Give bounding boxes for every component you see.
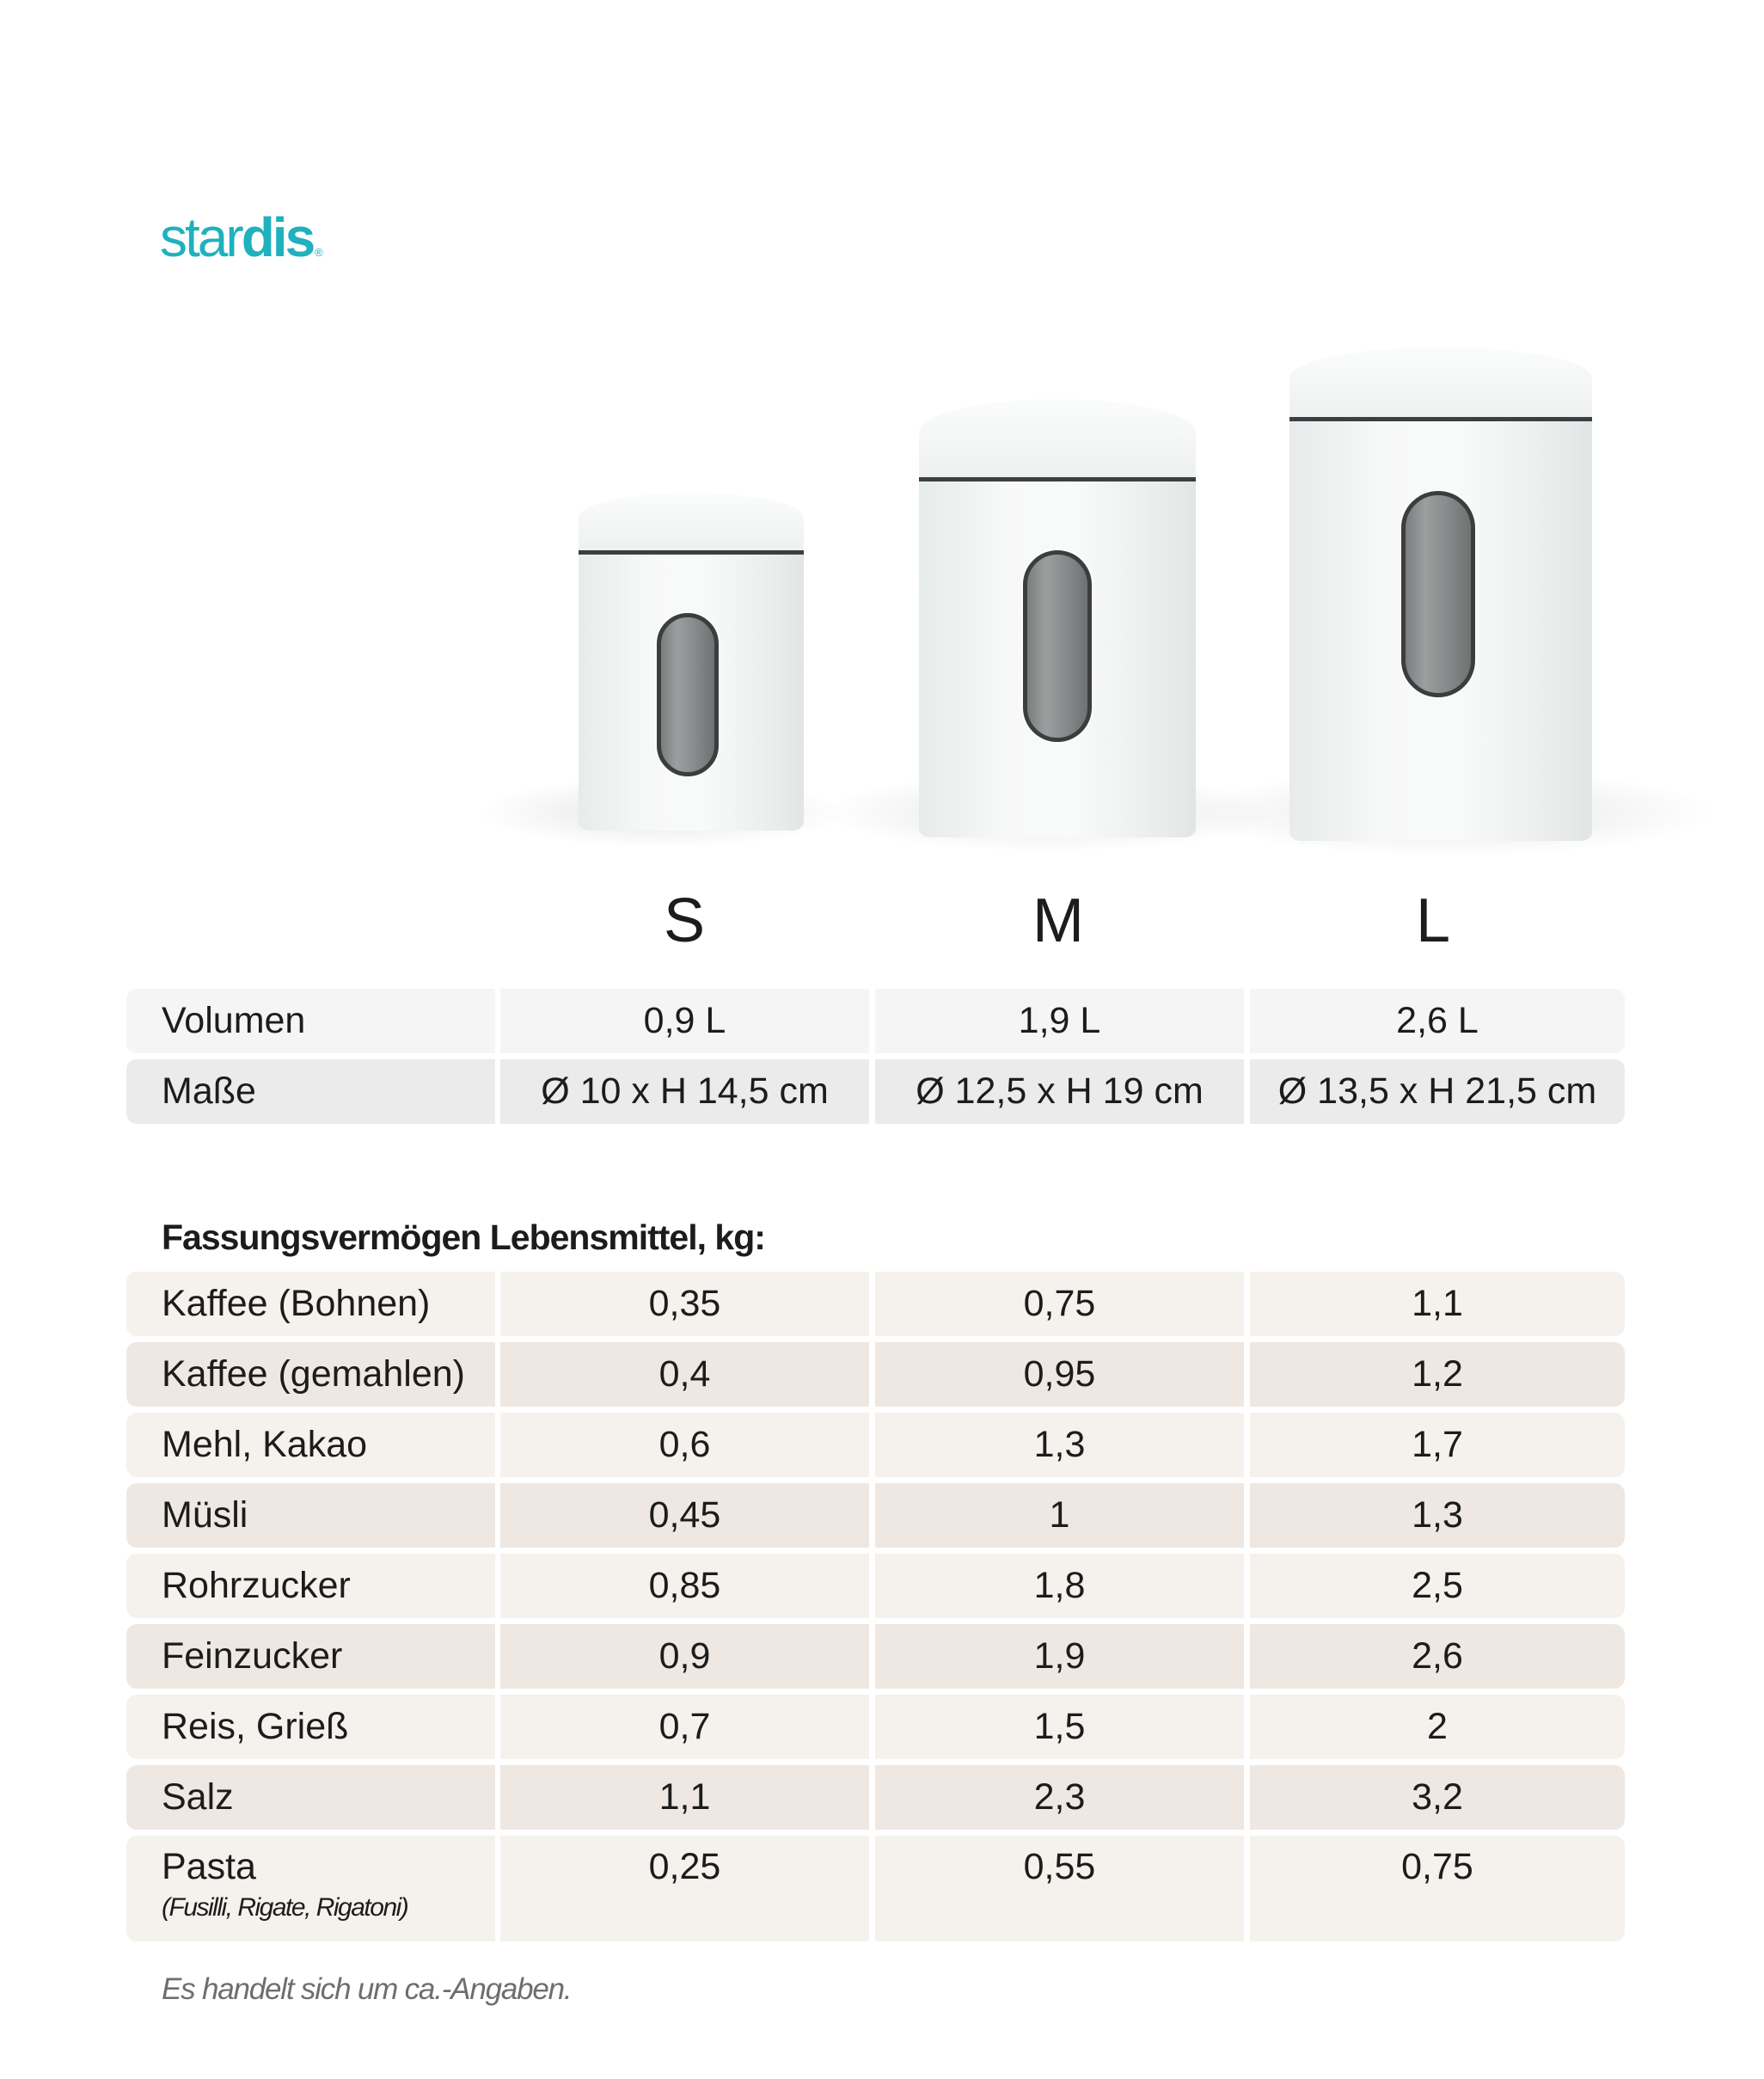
canister-image-l xyxy=(1289,347,1592,841)
capacity-s: 0,4 xyxy=(500,1342,869,1407)
brand-logo xyxy=(160,206,323,268)
capacity-l: 1,1 xyxy=(1250,1272,1625,1336)
capacity-l: 0,75 xyxy=(1250,1836,1625,1941)
volume-l: 2,6 L xyxy=(1250,989,1625,1053)
capacity-row xyxy=(126,1695,1625,1759)
capacity-section-title: Fassungsvermögen Lebensmittel, kg: xyxy=(162,1217,765,1257)
volume-s: 0,9 L xyxy=(500,989,869,1053)
dimensions-m: Ø 12,5 x H 19 cm xyxy=(875,1059,1244,1124)
capacity-l: 1,2 xyxy=(1250,1342,1625,1407)
capacity-m: 1 xyxy=(875,1483,1244,1548)
capacity-s: 0,85 xyxy=(500,1554,869,1618)
food-label xyxy=(126,1836,495,1941)
capacity-row xyxy=(126,1483,1625,1548)
capacity-row xyxy=(126,1272,1625,1336)
capacity-m: 1,9 xyxy=(875,1624,1244,1689)
capacity-l: 3,2 xyxy=(1250,1765,1625,1830)
food-label: Reis, Grieß xyxy=(126,1695,495,1759)
registered-mark: ® xyxy=(315,246,323,259)
capacity-m: 2,3 xyxy=(875,1765,1244,1830)
capacity-l: 2,5 xyxy=(1250,1554,1625,1618)
capacity-l: 2 xyxy=(1250,1695,1625,1759)
spec-row-dimensions xyxy=(126,1059,1625,1124)
capacity-s: 1,1 xyxy=(500,1765,869,1830)
capacity-s: 0,45 xyxy=(500,1483,869,1548)
food-label: Mehl, Kakao xyxy=(126,1413,495,1477)
row-label: Volumen xyxy=(126,989,495,1053)
spec-row-volume xyxy=(126,989,1625,1053)
dimensions-l: Ø 13,5 x H 21,5 cm xyxy=(1250,1059,1625,1124)
food-label: Feinzucker xyxy=(126,1624,495,1689)
dimensions-s: Ø 10 x H 14,5 cm xyxy=(500,1059,869,1124)
size-label-m: M xyxy=(1032,886,1084,955)
capacity-row xyxy=(126,1413,1625,1477)
canister-window xyxy=(1023,550,1092,742)
food-note: (Fusilli, Rigate, Rigatoni) xyxy=(162,1893,408,1922)
capacity-s: 0,35 xyxy=(500,1272,869,1336)
volume-m: 1,9 L xyxy=(875,989,1244,1053)
capacity-s: 0,25 xyxy=(500,1836,869,1941)
capacity-l: 2,6 xyxy=(1250,1624,1625,1689)
capacity-s: 0,6 xyxy=(500,1413,869,1477)
capacity-row xyxy=(126,1765,1625,1830)
footnote: Es handelt sich um ca.-Angaben. xyxy=(162,1972,572,2006)
size-label-l: L xyxy=(1415,886,1451,955)
food-label: Rohrzucker xyxy=(126,1554,495,1618)
capacity-m: 0,55 xyxy=(875,1836,1244,1941)
logo-text-light: star xyxy=(160,206,242,268)
capacity-l: 1,3 xyxy=(1250,1483,1625,1548)
capacity-m: 0,95 xyxy=(875,1342,1244,1407)
capacity-s: 0,9 xyxy=(500,1624,869,1689)
capacity-m: 1,8 xyxy=(875,1554,1244,1618)
capacity-row xyxy=(126,1342,1625,1407)
food-label: Salz xyxy=(126,1765,495,1830)
food-label: Kaffee (Bohnen) xyxy=(126,1272,495,1336)
canister-window xyxy=(1401,491,1475,697)
canister-image-s xyxy=(579,493,804,831)
capacity-m: 1,3 xyxy=(875,1413,1244,1477)
canister-image-m xyxy=(919,399,1196,837)
capacity-row xyxy=(126,1554,1625,1618)
food-label: Müsli xyxy=(126,1483,495,1548)
capacity-l: 1,7 xyxy=(1250,1413,1625,1477)
size-label-s: S xyxy=(663,886,706,955)
food-label: Kaffee (gemahlen) xyxy=(126,1342,495,1407)
capacity-m: 0,75 xyxy=(875,1272,1244,1336)
canister-window xyxy=(657,613,719,776)
capacity-row xyxy=(126,1624,1625,1689)
row-label: Maße xyxy=(126,1059,495,1124)
logo-text-bold: dis xyxy=(241,206,314,268)
capacity-s: 0,7 xyxy=(500,1695,869,1759)
food-name: Pasta xyxy=(162,1846,256,1887)
capacity-m: 1,5 xyxy=(875,1695,1244,1759)
capacity-row xyxy=(126,1836,1625,1941)
